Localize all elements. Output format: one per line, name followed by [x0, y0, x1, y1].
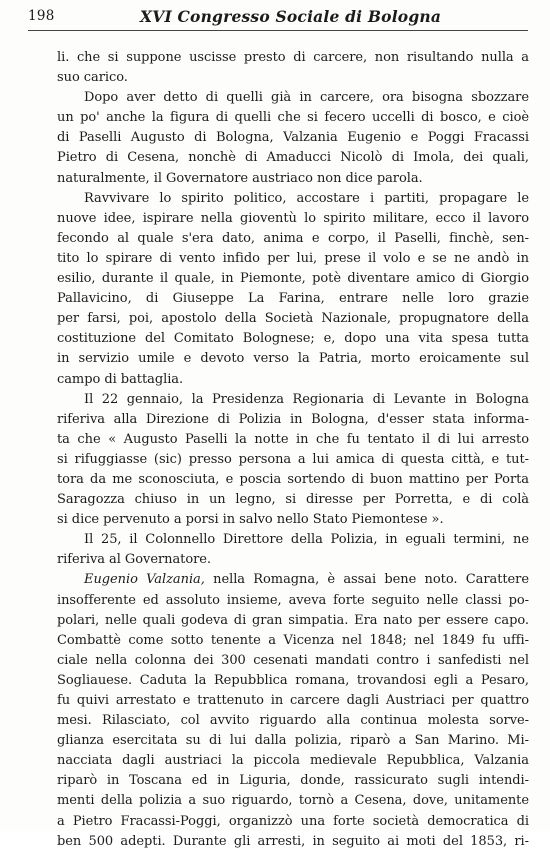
text-line: riferiva alla Direzione di Polizia in Bologna, d'esser stata informa-: [57, 411, 529, 427]
paragraph: [57, 390, 529, 531]
text-line: insofferente ed assoluto insieme, aveva forte seguito nelle classi po-: [57, 592, 529, 608]
text-line: ciale nella colonna dei 300 cesenati mandati contro i sanfedisti nel: [57, 652, 529, 668]
text-line: Pietro di Cesena, nonchè di Amaducci Nicolò di Imola, dei quali,: [57, 150, 529, 166]
paragraph: [57, 48, 529, 88]
text-run: nella Romagna, è assai bene noto. Carattere: [204, 572, 529, 588]
text-line: menti della polizia a suo riguardo, tornò a Cesena, dove, unitamente: [57, 793, 529, 809]
header-rule: [28, 30, 528, 31]
text-line: di Paselli Augusto di Bologna, Valzania Eugenio e Poggi Fracassi: [57, 130, 529, 146]
text-line: si dice pervenuto a porsi in salvo nello Stato Piemontese ».: [57, 512, 444, 528]
paragraph: [57, 88, 529, 188]
text-line: tora da me sconosciuta, e poscia sortendo di buon mattino per Porta: [57, 471, 529, 487]
paragraph: [57, 570, 529, 851]
text-line: naturalmente, il Governatore austriaco non dice parola.: [57, 170, 423, 186]
text-line: ta che « Augusto Paselli la notte in che fu tentato il di lui arresto: [57, 431, 529, 447]
text-line: esilio, durante il quale, in Piemonte, potè diventare amico di Giorgio: [57, 271, 529, 287]
text-line: Combattè come sotto tenente a Vicenza nel 1848; nel 1849 fu uffi-: [57, 632, 529, 648]
text-line: Saragozza chiuso in un legno, si diresse per Porretta, e di colà: [57, 492, 529, 508]
text-line: tito lo spirare di vento infido per lui, prese il volo e se ne andò in: [57, 250, 529, 266]
page-number: 198: [28, 8, 55, 24]
text-line: si rifuggiasse (sic) presso persona a lui amica di questa città, e tut-: [57, 451, 529, 467]
text-line: Pallavicino, di Giuseppe La Farina, entrare nelle loro grazie: [57, 291, 529, 307]
text-line: li. che si suppone uscisse presto di carcere, non risultando nulla a: [57, 50, 529, 65]
paragraph: [57, 530, 529, 570]
text-line: suo carico.: [57, 70, 128, 86]
text-line: nuove idee, ispirare nella gioventù lo spirito militare, ecco il lavoro: [57, 210, 529, 226]
text-line: campo di battaglia.: [57, 371, 184, 387]
paragraph: [57, 189, 529, 390]
text-line: riferiva al Governatore.: [57, 552, 211, 568]
text-line: in servizio umile e devoto verso la Patria, morto eroicamente sul: [57, 351, 529, 367]
text-line: fecondo al quale s'era dato, anima e corpo, il Paselli, finchè, sen-: [57, 230, 529, 246]
text-line: glianza esercitata su di lui dalla polizia, riparò a San Marino. Mi-: [57, 733, 529, 749]
text-line: mesi. Rilasciato, col avvito riguardo alla continua molesta sorve-: [57, 713, 529, 729]
text-line: riparò in Toscana ed in Liguria, donde, rassicurato sugli intendi-: [57, 773, 529, 789]
text-line: un po' anche la figura di quelli che si fecero uccelli di bosco, e cioè: [57, 110, 529, 126]
text-line: costituzione del Comitato Bolognese; e, dopo una vita spesa tutta: [57, 331, 529, 347]
text-line: [57, 570, 529, 590]
text-line: a Pietro Fracassi-Poggi, organizzò una forte società democratica di: [57, 813, 529, 829]
running-header: [28, 5, 528, 27]
text-line: Il 25, il Colonnello Direttore della Polizia, in eguali termini, ne: [84, 532, 529, 548]
body-text: [57, 48, 529, 852]
text-line: Il 22 gennaio, la Presidenza Regionaria di Levante in Bologna: [84, 391, 529, 407]
text-line: nacciata dagli austriaci la piccola medievale Repubblica, Valzania: [57, 753, 529, 769]
italic-name: Eugenio Valzania,: [84, 572, 205, 588]
text-line: fu quivi arrestato e trattenuto in carcere dagli Austriaci per quattro: [57, 693, 529, 708]
text-line: polari, nelle quali godeva di gran simpatia. Era nato per essere capo.: [57, 612, 529, 628]
text-line: Sogliauese. Caduta la Repubblica romana, trovandosi egli a Pesaro,: [57, 672, 529, 688]
text-line: per farsi, poi, apostolo della Società Nazionale, propugnatore della: [57, 311, 529, 327]
text-line: ben 500 adepti. Durante gli arresti, in seguito ai moti del 1853, ri-: [57, 833, 529, 849]
running-title: XVI Congresso Sociale di Bologna: [140, 7, 442, 26]
text-line: Dopo aver detto di quelli già in carcere, ora bisogna sbozzare: [84, 90, 529, 106]
text-line: Ravvivare lo spirito politico, accostare i partiti, propagare le: [84, 190, 529, 206]
